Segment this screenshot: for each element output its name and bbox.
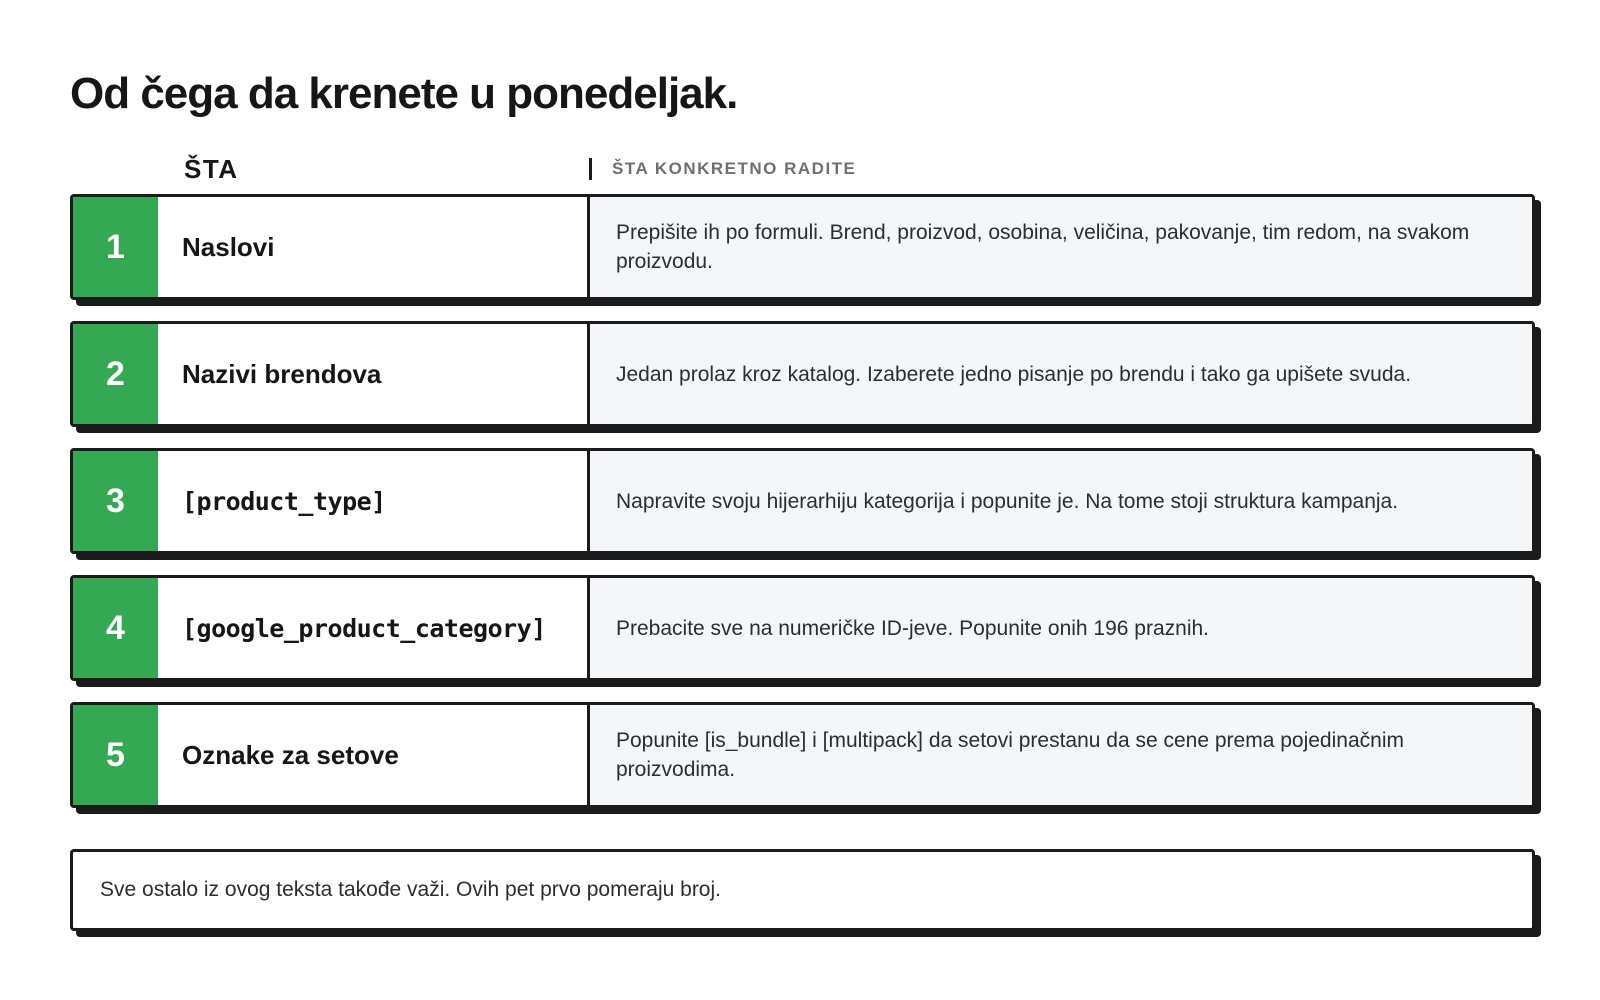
- column-header-detail: ŠTA KONKRETNO RADITE: [612, 159, 857, 178]
- page-title: Od čega da krenete u ponedeljak.: [70, 69, 738, 118]
- action-row: [70, 321, 1535, 427]
- row-what: Oznake za setove: [158, 705, 590, 805]
- row-detail: Prepišite ih po formuli. Brend, proizvod, osobina, veličina, pakovanje, tim redom, na svakom proizvodu.: [590, 197, 1532, 297]
- row-number: 4: [73, 578, 158, 678]
- row-detail: Jedan prolaz kroz katalog. Izaberete jedno pisanje po brendu i tako ga upišete svuda.: [590, 324, 1532, 424]
- row-what: Naslovi: [158, 197, 590, 297]
- row-what: Nazivi brendova: [158, 324, 590, 424]
- action-row: [70, 575, 1535, 681]
- row-what: [google_product_category]: [158, 578, 590, 678]
- row-number: 2: [73, 324, 158, 424]
- row-detail: Popunite [is_bundle] i [multipack] da setovi prestanu da se cene prema pojedinačnim proizvodima.: [590, 705, 1532, 805]
- row-number: 1: [73, 197, 158, 297]
- row-what: [product_type]: [158, 451, 590, 551]
- action-row: [70, 194, 1535, 300]
- action-list: [70, 194, 1535, 829]
- row-number: 5: [73, 705, 158, 805]
- footer-note: Sve ostalo iz ovog teksta takođe važi. Ovih pet prvo pomeraju broj.: [70, 849, 1535, 931]
- column-header-what: ŠTA: [160, 158, 592, 180]
- action-row: [70, 448, 1535, 554]
- row-detail: Prebacite sve na numeričke ID-jeve. Popunite onih 196 praznih.: [590, 578, 1532, 678]
- row-detail: Napravite svoju hijerarhiju kategorija i popunite je. Na tome stoji struktura kampanja.: [590, 451, 1532, 551]
- action-row: [70, 702, 1535, 808]
- row-number: 3: [73, 451, 158, 551]
